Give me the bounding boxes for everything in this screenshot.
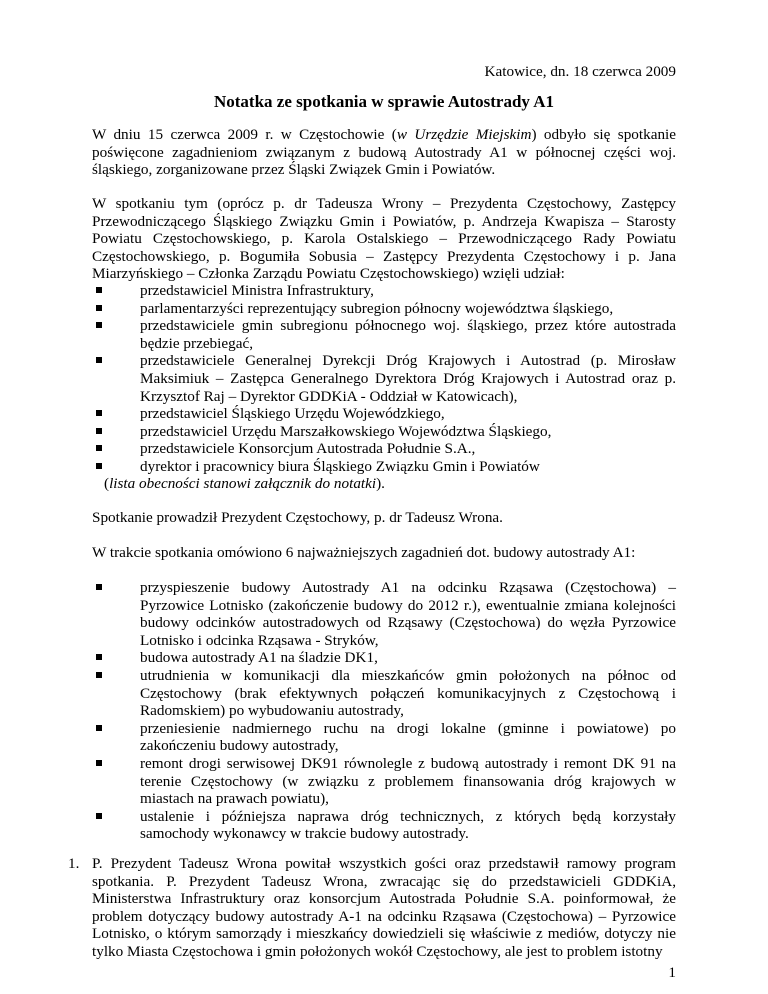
list-item: przedstawiciel Urzędu Marszałkowskiego Województwa Śląskiego, xyxy=(92,423,676,441)
document-page xyxy=(68,0,676,994)
list-item: 1. P. Prezydent Tadeusz Wrona powitał wszystkich gości oraz przedstawił ramowy program spotkania. P. Prezydent Tadeusz Wrona, zwracając się do przedstawicieli GDDKiA, Ministerstwa Infrastruktury oraz konsorcjum Autostrada Południe S.A. poinformował, że problem dotyczący budowy autostrady A-1 na odcinku Rząsawa (Częstochowa) – Pyrzowice Lotnisko, o którym samorządy i mieszkańcy dowiedzieli się właściwie z mediów, dotyczy nie tylko Miasta Częstochowa i gmin położonych wokół Częstochowy, ale jest to problem istotny xyxy=(68,855,676,960)
bullet-square-icon xyxy=(96,463,102,469)
document-date: Katowice, dn. 18 czerwca 2009 xyxy=(484,63,676,80)
page-number: 1 xyxy=(668,964,676,981)
bullet-square-icon xyxy=(96,760,102,766)
list-item: przedstawiciel Śląskiego Urzędu Wojewódzkiego, xyxy=(92,405,676,423)
list-item: ustalenie i późniejsza naprawa dróg technicznych, z których będą korzystały samochody wykonawcy w trakcie budowy autostrady. xyxy=(92,808,676,843)
list-item: przedstawiciele gmin subregionu północnego woj. śląskiego, przez które autostrada będzie przebiegać, xyxy=(92,317,676,352)
bullet-square-icon xyxy=(96,672,102,678)
bullet-square-icon xyxy=(96,410,102,416)
chair-paragraph: Spotkanie prowadził Prezydent Częstochowy, p. dr Tadeusz Wrona. xyxy=(92,509,503,526)
bullet-square-icon xyxy=(96,813,102,819)
bullet-square-icon xyxy=(96,725,102,731)
bullet-square-icon xyxy=(96,584,102,590)
participants-list xyxy=(92,282,676,476)
intro-paragraph xyxy=(92,126,676,179)
list-item: przedstawiciel Ministra Infrastruktury, xyxy=(92,282,676,300)
bullet-square-icon xyxy=(96,654,102,660)
numbered-list xyxy=(68,855,676,961)
topics-list xyxy=(92,579,676,843)
list-item: parlamentarzyści reprezentujący subregion północny województwa śląskiego, xyxy=(92,300,676,318)
bullet-square-icon xyxy=(96,445,102,451)
list-item: przyspieszenie budowy Autostrady A1 na odcinku Rząsawa (Częstochowa) – Pyrzowice Lotnisko (zakończenie budowy do 2012 r.), ewentualnie zmiana kolejności budowy odcinków autostradowych od Rząsawy (Częstochowa) do węzła Pyrzowice Lotnisko i odcinka Rząsawa - Stryków, xyxy=(92,579,676,649)
list-item: remont drogi serwisowej DK91 równolegle z budową autostrady i remont DK 91 na terenie Częstochowy (w związku z problemem finansowania dróg krajowych w miastach na prawach powiatu), xyxy=(92,755,676,808)
list-item: przeniesienie nadmiernego ruchu na drogi lokalne (gminne i powiatowe) po zakończeniu budowy autostrady, xyxy=(92,720,676,755)
intro-text-end: ) odbyło się spotkanie poświęcone zagadnieniom związanym z budową Autostrady A1 w północnej części woj. śląskiego, zorganizowane przez Śląski Związek Gmin i Powiatów. xyxy=(92,126,676,179)
list-item: utrudnienia w komunikacji dla mieszkańców gmin położonych na północ od Częstochowy (brak efektywnych połączeń komunikacyjnych z Częstochową i Radomskiem) po wybudowaniu autostrady, xyxy=(92,667,676,720)
participants-paragraph: W spotkaniu tym (oprócz p. dr Tadeusza Wrony – Prezydenta Częstochowy, Zastępcy Przewodniczącego Śląskiego Związku Gmin i Powiatów, p. Andrzeja Kwapisza – Starosty Powiatu Częstochowskiego, p. Karola Ostalskiego – Przewodniczącego Rady Powiatu Częstochowskiego, p. Bogumiła Sobusia – Zastępcy Prezydenta Częstochowy i p. Jana Miarzyńskiego – Członka Zarządu Powiatu Częstochowskiego) wzięli udział: xyxy=(92,195,676,283)
topics-intro: W trakcie spotkania omówiono 6 najważniejszych zagadnień dot. budowy autostrady A1: xyxy=(92,544,636,561)
bullet-square-icon xyxy=(96,357,102,363)
bullet-square-icon xyxy=(96,322,102,328)
bullet-square-icon xyxy=(96,287,102,293)
document-title: Notatka ze spotkania w sprawie Autostrady A1 xyxy=(213,92,555,111)
list-item: budowa autostrady A1 na śladzie DK1, xyxy=(92,649,676,667)
intro-text-start: W dniu 15 czerwca 2009 r. w Częstochowie ( xyxy=(92,126,397,143)
list-item: dyrektor i pracownicy biura Śląskiego Związku Gmin i Powiatów xyxy=(92,458,676,476)
bullet-square-icon xyxy=(96,305,102,311)
intro-location: w Urzędzie Miejskim xyxy=(396,126,532,143)
bullet-square-icon xyxy=(96,428,102,434)
list-item: przedstawiciele Generalnej Dyrekcji Dróg Krajowych i Autostrad (p. Mirosław Maksimiuk – Zastępca Generalnego Dyrektora Dróg Krajowych i Autostrad oraz p. Krzysztof Raj – Dyrektor GDDKiA - Oddział w Katowicach), xyxy=(92,352,676,405)
list-item: przedstawiciele Konsorcjum Autostrada Południe S.A., xyxy=(92,440,676,458)
attendance-note: (lista obecności stanowi załącznik do notatki). xyxy=(104,475,385,492)
